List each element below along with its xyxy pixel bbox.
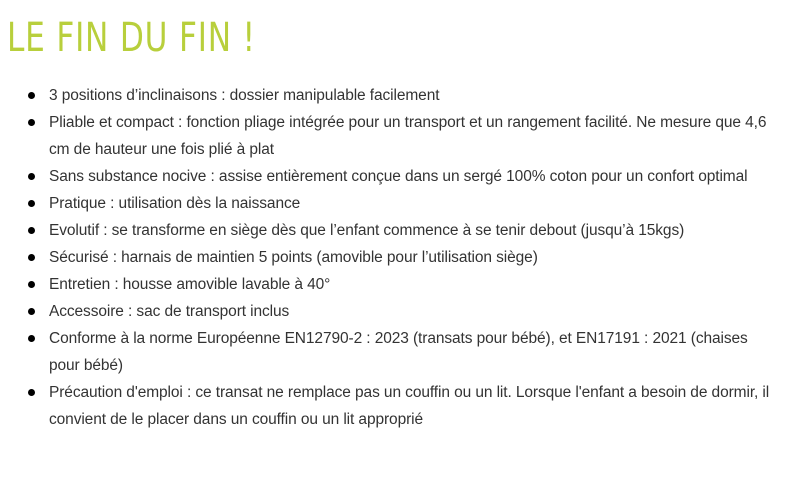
list-item-text: Evolutif : se transforme en siège dès que l’enfant commence à se tenir debout (jusqu’à 15kgs) bbox=[49, 222, 685, 239]
list-item bbox=[49, 82, 781, 109]
list-item-text: Entretien : housse amovible lavable à 40° bbox=[49, 276, 331, 293]
bullet-icon bbox=[28, 254, 35, 261]
list-item-text: 3 positions d’inclinaisons : dossier manipulable facilement bbox=[49, 87, 440, 104]
bullet-icon bbox=[28, 308, 35, 315]
list-item bbox=[49, 325, 781, 379]
list-item-text: Pliable et compact : fonction pliage intégrée pour un transport et un rangement facilité. Ne mesure que 4,6 cm de hauteur une fois plié à plat bbox=[49, 114, 767, 158]
features-list bbox=[49, 82, 781, 433]
list-item bbox=[49, 190, 781, 217]
list-item-text: Précaution d'emploi : ce transat ne remplace pas un couffin ou un lit. Lorsque l'enfant a besoin de dormir, il convient de le placer dans un couffin ou un lit approprié bbox=[49, 384, 770, 428]
bullet-icon bbox=[28, 173, 35, 180]
list-item bbox=[49, 109, 781, 163]
bullet-icon bbox=[28, 200, 35, 207]
list-item bbox=[49, 379, 781, 433]
list-item-text: Sécurisé : harnais de maintien 5 points (amovible pour l’utilisation siège) bbox=[49, 249, 538, 266]
list-item-text: Pratique : utilisation dès la naissance bbox=[49, 195, 301, 212]
list-item-text: Accessoire : sac de transport inclus bbox=[49, 303, 290, 320]
bullet-icon bbox=[28, 92, 35, 99]
bullet-icon bbox=[28, 281, 35, 288]
list-item-text: Conforme à la norme Européenne EN12790-2 : 2023 (transats pour bébé), et EN17191 : 2021 (chaises pour bébé) bbox=[49, 330, 748, 374]
bullet-icon bbox=[28, 227, 35, 234]
section-heading: LE FIN DU FIN ! bbox=[7, 15, 256, 61]
bullet-icon bbox=[28, 119, 35, 126]
list-item bbox=[49, 298, 781, 325]
bullet-icon bbox=[28, 335, 35, 342]
bullet-icon bbox=[28, 389, 35, 396]
list-item bbox=[49, 244, 781, 271]
list-item bbox=[49, 217, 781, 244]
list-item-text: Sans substance nocive : assise entièrement conçue dans un sergé 100% coton pour un confort optimal bbox=[49, 168, 748, 185]
list-item bbox=[49, 271, 781, 298]
list-item bbox=[49, 163, 781, 190]
